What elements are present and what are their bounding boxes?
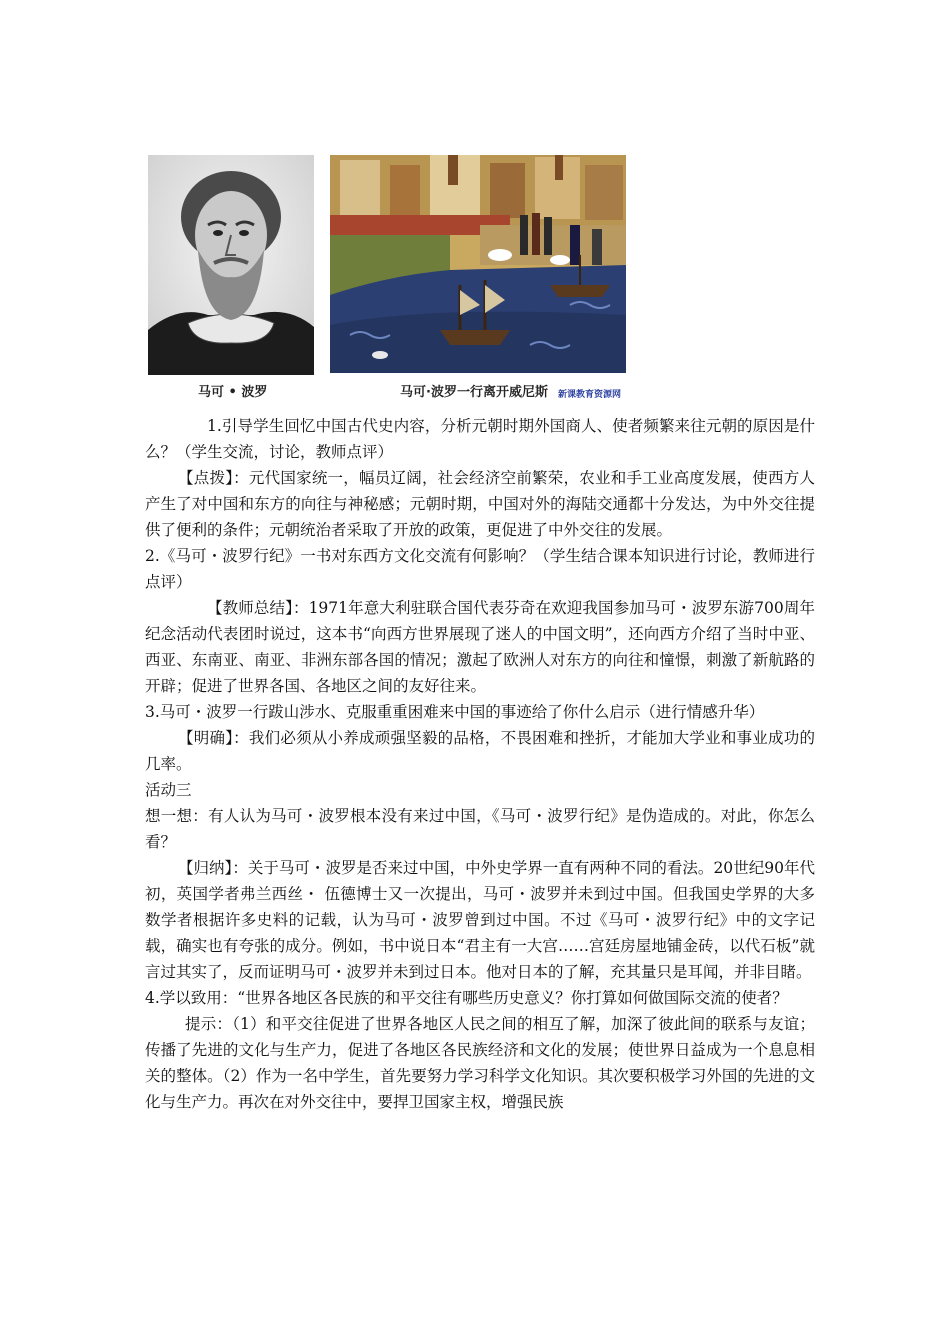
paragraph-think: 想一想：有人认为马可・波罗根本没有来过中国，《马可・波罗行纪》是伪造成的。对此，你怎么看？ — [145, 807, 815, 851]
painting-caption: 马可·波罗一行离开威尼斯 — [400, 385, 548, 400]
paragraph-teacher-summary: 【教师总结】：1971年意大利驻联合国代表芬奇在欢迎我国参加马可・波罗东游700周年纪念活动代表团时说过，这本书“向西方世界展现了迷人的中国文明”，还向西方介绍了当时中亚、西亚、东南亚、南亚、非洲东部各国的情况；激起了欧洲人对东方的向往和憧憬，刺激了新航路的开辟；促进了世界各国、各地区之间的友好往来。 — [145, 599, 815, 695]
paragraph-question-1: 1.引导学生回忆中国古代史内容，分析元朝时期外国商人、使者频繁来往元朝的原因是什么？（学生交流，讨论，教师点评） — [145, 417, 815, 461]
paragraph-question-2: 2.《马可・波罗行纪》一书对东西方文化交流有何影响？（学生结合课本知识进行讨论，教师进行点评） — [145, 547, 815, 591]
paragraph-dianbo: 【点拨】：元代国家统一，幅员辽阔，社会经济空前繁荣，农业和手工业高度发展，使西方人产生了对中国和东方的向往与神秘感；元朝时期，中国对外的海陆交通都十分发达，为中外交往提供了便利的条件；元朝统治者采取了开放的政策，更促进了中外交往的发展。 — [145, 469, 815, 539]
marco-polo-portrait — [148, 155, 314, 375]
figure-area — [148, 155, 628, 405]
paragraph-guina: 【归纳】：关于马可・波罗是否来过中国，中外史学界一直有两种不同的看法。20世纪90年代初，英国学者弗兰西丝・ 伍德博士又一次提出，马可・波罗并未到过中国。但我国史学界的大多数学者根据许多史料的记载，认为马可・波罗曾到过中国。不过《马可・波罗行纪》中的文字记载，确实也有夸张的成分。例如，书中说日本“君主有一大宫……宫廷房屋地铺金砖，以代石板”就言过其实了，反而证明马可・波罗并未到过日本。他对日本的了解，充其量只是耳闻，并非目睹。 — [145, 859, 815, 981]
paragraph-mingque: 【明确】：我们必须从小养成顽强坚毅的品格，不畏困难和挫折，才能加大学业和事业成功的几率。 — [145, 729, 815, 773]
paragraph-hint: 提示：（1）和平交往促进了世界各地区人民之间的相互了解，加深了彼此间的联系与友谊；传播了先进的文化与生产力，促进了各地区各民族经济和文化的发展；使世界日益成为一个息息相关的整体。（2）作为一名中学生，首先要努力学习科学文化知识。其次要积极学习外国的先进的文化与生产力。再次在对外交往中，要捍卫国家主权，增强民族 — [145, 1015, 815, 1111]
activity-heading: 活动三 — [145, 781, 192, 799]
venice-departure-painting — [330, 155, 626, 373]
paragraph-question-3: 3.马可・波罗一行跋山涉水、克服重重困难来中国的事迹给了你什么启示（进行情感升华） — [145, 703, 765, 721]
paragraph-question-4: 4.学以致用：“世界各地区各民族的和平交往有哪些历史意义？你打算如何做国际交流的使者？ — [145, 989, 788, 1007]
body-text — [145, 413, 815, 1115]
portrait-caption: 马可 • 波罗 — [198, 385, 268, 400]
watermark-text: 新课教育资源网 — [558, 390, 622, 400]
